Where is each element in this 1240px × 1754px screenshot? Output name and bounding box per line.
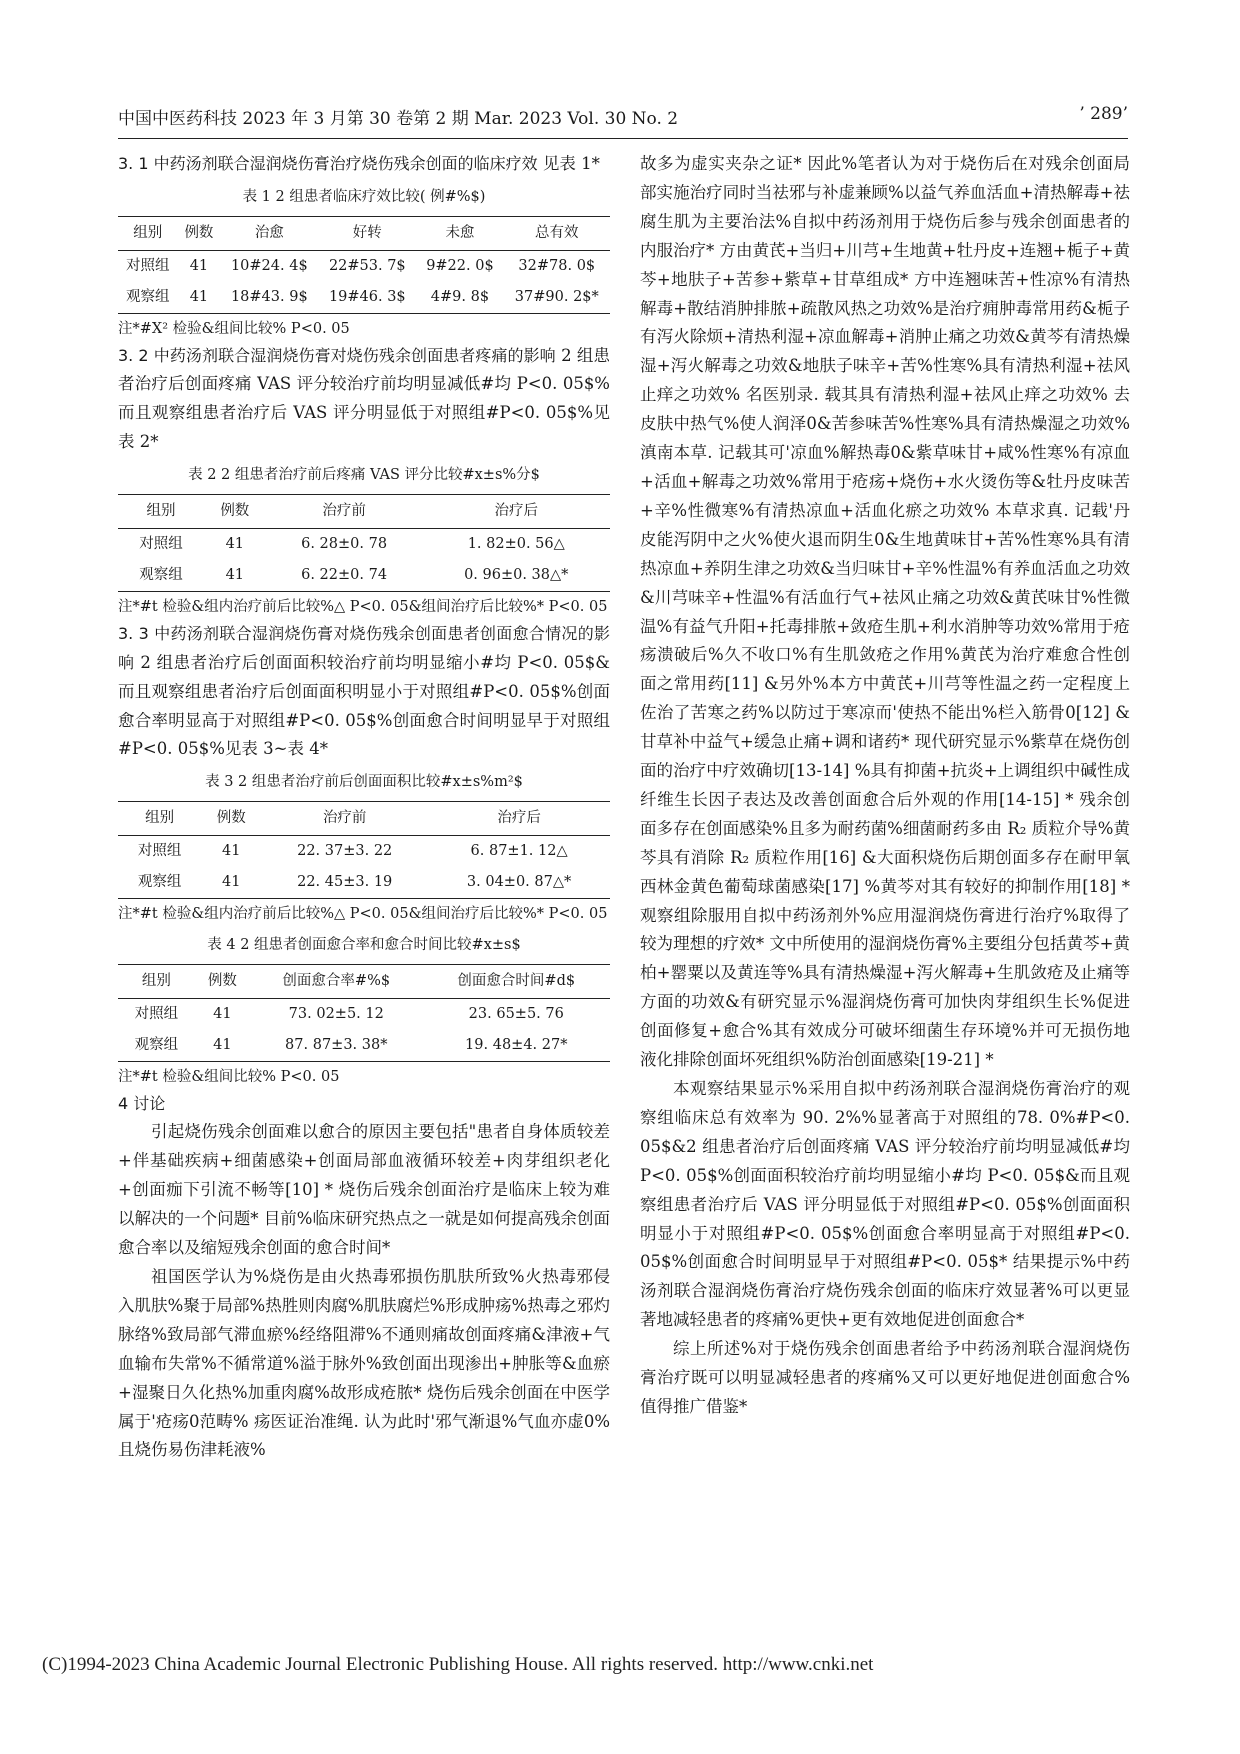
table-header-cell: 未愈 [445,224,475,241]
right-column [640,150,1130,1422]
table-4-note: 注*#t 检验&组间比较% P<0. 05 [118,1068,340,1085]
table-header-cell: 例数 [207,972,237,989]
table-cell: 0. 96±0. 38△* [464,566,569,583]
table-header-cell: 治疗前 [322,503,366,520]
table-cell: 22. 37±3. 22 [297,843,393,860]
table-1-title: 表 1 2 组患者临床疗效比较( 例#%$) [242,188,486,205]
section-3-2 [118,342,610,458]
table-cell: 41 [222,874,241,891]
section-4-title: 4 讨论 [118,1093,166,1113]
table-cell: 10#24. 4$ [230,257,308,274]
table-cell: 6. 22±0. 74 [301,566,388,583]
table-cell: 22#53. 7$ [328,257,406,274]
section-3-2-text: 2 组患者治疗后创面疼痛 VAS 评分较治疗前均明显减低#均 P<0. 05$%而且观察组患者治疗后 VAS 评分明显低于对照组#P<0. 05$%见表 2* [118,345,610,452]
running-header [118,104,1128,139]
results-summary-paragraph: 本观察结果显示%采用自拟中药汤剂联合湿润烧伤膏治疗的观察组临床总有效率为 90. 2%%显著高于对照组的78. 0%#P<0. 05$&2 组患者治疗后创面疼痛 VAS 评分较治疗前均明显减低#均 P<0. 05$%创面面积较治疗前均明显缩小#均 P<0. 05$&而且观察组患者治疗后 VAS 评分明显低于对照组#P<0. 05$%创面面积明显小于对照组#P<0. 05$%创面愈合率明显高于对照组#P<0. 05$%创面愈合时间明显早于对照组#P<0. 05$* 结果提示%中药汤剂联合湿润烧伤膏治疗烧伤残余创面的临床疗效显著%可以更显著地减轻患者的疼痛%更快+更有效地促进创面愈合* [640,1079,1130,1330]
table-2-title: 表 2 2 组患者治疗前后疼痛 VAS 评分比较#x±s%分$ [188,467,540,484]
table-cell: 87. 87±3. 38* [285,1036,388,1053]
section-3-2-title: 3. 2 中药汤剂联合湿润烧伤膏对烧伤残余创面患者疼痛的影响 [118,345,556,365]
table-header-cell: 组别 [133,224,163,241]
table-header-cell: 创面愈合率#%$ [282,972,391,989]
table-3 [118,801,610,899]
table-row [118,250,610,281]
table-header-cell: 例数 [216,810,246,827]
table-cell: 观察组 [137,874,182,891]
table-cell: 41 [222,843,241,860]
table-row [118,528,610,559]
table-2-note: 注*#t 检验&组内治疗前后比较%△ P<0. 05&组间治疗后比较%* P<0. 05 [118,598,608,615]
table-header-cell: 组别 [145,810,175,827]
table-cell: 32#78. 0$ [518,257,596,274]
table-cell: 观察组 [126,288,170,305]
table-cell: 1. 82±0. 56△ [467,535,565,552]
table-header-cell: 治愈 [254,224,284,241]
table-cell: 22. 45±3. 19 [297,874,393,891]
table-cell: 4#9. 8$ [430,288,490,305]
table-header-cell: 治疗后 [497,810,541,827]
table-cell: 对照组 [126,257,170,274]
left-column [118,150,610,1465]
table-header-cell: 例数 [220,503,250,520]
table-row [118,998,610,1029]
table-header-cell: 好转 [352,224,382,241]
table-header-cell: 创面愈合时间#d$ [457,972,576,989]
table-header-cell: 组别 [146,503,176,520]
section-3-1-text: 见表 1* [542,154,600,173]
table-cell: 观察组 [134,1036,179,1053]
discussion-paragraph: 祖国医学认为%烧伤是由火热毒邪损伤肌肤所致%火热毒邪侵入肌肤%聚于局部%热胜则肉腐%肌肤腐烂%形成肿疡%热毒之邪灼脉络%致局部气滞血瘀%经络阻滞%不通则痛故创面疼痛&津液+气血输布失常%不循常道%溢于脉外%致创面出现渗出+肿胀等&血瘀+湿聚日久化热%加重肉腐%故形成疮脓* 烧伤后残余创面在中医学属于'疮疡0范畴% 疡医证治准绳. 认为此时'邪气渐退%气血亦虚0%且烧伤易伤津耗液% [118,1267,610,1460]
table-cell: 3. 04±0. 87△* [466,874,572,891]
table-cell: 19. 48±4. 27* [465,1036,568,1053]
table-header-cell: 例数 [184,224,214,241]
table-cell: 73. 02±5. 12 [288,1005,384,1022]
page-number: ’ 289’ [1079,104,1128,124]
table-header-cell: 组别 [141,972,171,989]
table-cell: 41 [189,257,209,274]
table-3-title: 表 3 2 组患者治疗前后创面面积比较#x±s%m²$ [205,774,523,791]
table-cell: 18#43. 9$ [230,288,308,305]
table-cell: 9#22. 0$ [426,257,494,274]
table-3-note: 注*#t 检验&组内治疗前后比较%△ P<0. 05&组间治疗后比较%* P<0. 05 [118,905,608,922]
section-3-3 [118,620,610,765]
table-cell: 对照组 [139,535,183,552]
discussion-paragraph: 故多为虚实夹杂之证* 因此%笔者认为对于烧伤后在对残余创面局部实施治疗同时当祛邪与补虚兼顾%以益气养血活血+清热解毒+祛腐生肌为主要治法%自拟中药汤剂用于烧伤后参与残余创面患者的内服治疗* 方由黄芪+当归+川芎+生地黄+牡丹皮+连翘+栀子+黄芩+地肤子+苦参+紫草+甘草组成* 方中连翘味苦+性凉%有清热解毒+散结消肿排脓+疏散风热之功效%是治疗痈肿毒常用药&栀子有泻火除烦+清热利湿+凉血解毒+消肿止痛之功效&黄芩有清热燥湿+泻火解毒之功效&地肤子味辛+苦%性寒%具有清热利湿+祛风止痒之功效% 名医别录. 载其具有清热利湿+祛风止痒之功效% 去皮肤中热气%使人润泽0&苦参味苦%性寒%具有清热燥湿之功效% 滇南本草. 记载其可'凉血%解热毒0&紫草味甘+咸%性寒%有凉血+活血+解毒之功效%常用于疮疡+烧伤+水火烫伤等&牡丹皮味苦+辛%性微寒%有清热凉血+活血化瘀之功效% 本草求真. 记载'丹皮能泻阴中之火%使火退而阴生0&生地黄味甘+苦%性寒%具有清热凉血+养阴生津之功效&当归味甘+辛%性温%有养血活血之功效&川芎味辛+性温%有活血行气+祛风止痛之功效&黄芪味甘%性微温%有益气升阳+托毒排脓+敛疮生肌+利水消肿等功效%常用于疮疡溃破后%久不收口%有生肌敛疮之作用%黄芪为治疗难愈合性创面之常用药[11] &另外%本方中黄芪+川芎等性温之药一定程度上佐治了苦寒之药%以防过于寒凉而'使热不能出%栏入筋骨0[12] & 甘草补中益气+缓急止痛+调和诸药* 现代研究显示%紫草在烧伤创面的治疗中疗效确切[13-14] %具有抑菌+抗炎+上调组织中碱性成纤维生长因子表达及改善创面愈合后外观的作用[14-15] * 残余创面多存在创面感染%且多为耐药菌%细菌耐药多由 R₂ 质粒介导%黄芩具有消除 R₂ 质粒作用[16] &大面积烧伤后期创面多存在耐甲氧西林金黄色葡萄球菌感染[17] %黄芩对其有较好的抑制作用[18] * 观察组除服用自拟中药汤剂外%应用湿润烧伤膏进行治疗%取得了较为理想的疗效* 文中所使用的湿润烧伤膏%主要组分包括黄芩+黄柏+罂粟以及黄连等%具有清热燥湿+泻火解毒+生肌敛疮及止痛等方面的功效&有研究显示%湿润烧伤膏可加快肉芽组织生长%促进创面修复+愈合%其有效成分可破坏细菌生存环境%并可无损伤地液化排除创面坏死组织%防治创面感染[19-21] * [640,154,1130,1070]
section-3-3-title: 3. 3 中药汤剂联合湿润烧伤膏对烧伤残余创面患者创面愈合情况的影响 [118,623,610,672]
table-row [118,282,610,313]
journal-info: 中国中医药科技 2023 年 3 月第 30 卷第 2 期 Mar. 2023 Vol. 30 No. 2 [118,109,679,129]
section-3-1 [118,150,610,179]
table-cell: 6. 87±1. 12△ [470,843,568,860]
table-cell: 19#46. 3$ [328,288,406,305]
table-row [118,867,610,898]
table-1-note: 注*#X² 检验&组间比较% P<0. 05 [118,320,350,337]
table-cell: 41 [189,288,209,305]
discussion-paragraph: 引起烧伤残余创面难以愈合的原因主要包括"患者自身体质较差+伴基础疾病+细菌感染+创面局部血液循环较差+肉芽组织老化+创面痂下引流不畅等[10] * 烧伤后残余创面治疗是临床上较为难以解决的一个问题* 目前%临床研究热点之一就是如何提高残余创面愈合率以及缩短残余创面的愈合时间* [118,1122,610,1258]
table-cell: 41 [213,1036,232,1053]
table-cell: 37#90. 2$* [514,288,599,305]
copyright-footer: (C)1994-2023 China Academic Journal Electronic Publishing House. All rights reserved. http://www.cnki.net [42,1654,874,1675]
table-cell: 41 [213,1005,232,1022]
table-row [118,1030,610,1061]
table-header-cell: 总有效 [535,224,579,241]
table-4-title: 表 4 2 组患者创面愈合率和愈合时间比较#x±s$ [207,936,521,953]
conclusion-paragraph: 综上所述%对于烧伤残余创面患者给予中药汤剂联合湿润烧伤膏治疗既可以明显减轻患者的疼痛%又可以更好地促进创面愈合%值得推广借鉴* [640,1339,1130,1416]
section-3-3-text: 2 组患者治疗后创面面积较治疗前均明显缩小#均 P<0. 05$&而且观察组患者治疗后创面面积明显小于对照组#P<0. 05$%创面愈合率明显高于对照组#P<0. 05$%创面愈合时间明显早于对照组#P<0. 05$%见表 3~表 4* [118,652,610,759]
table-header-cell: 治疗后 [494,503,538,520]
table-cell: 23. 65±5. 76 [468,1005,564,1022]
table-1 [118,216,610,314]
table-cell: 对照组 [134,1005,179,1022]
table-cell: 41 [225,566,245,583]
table-row [118,560,610,591]
section-3-1-title: 3. 1 中药汤剂联合湿润烧伤膏治疗烧伤残余创面的临床疗效 [118,154,538,173]
table-2 [118,494,610,592]
table-cell: 对照组 [137,843,182,860]
table-row [118,836,610,867]
table-cell: 6. 28±0. 78 [301,535,388,552]
table-cell: 观察组 [139,566,183,583]
table-header-cell: 治疗前 [322,810,367,827]
table-cell: 41 [225,535,245,552]
table-4 [118,964,610,1062]
